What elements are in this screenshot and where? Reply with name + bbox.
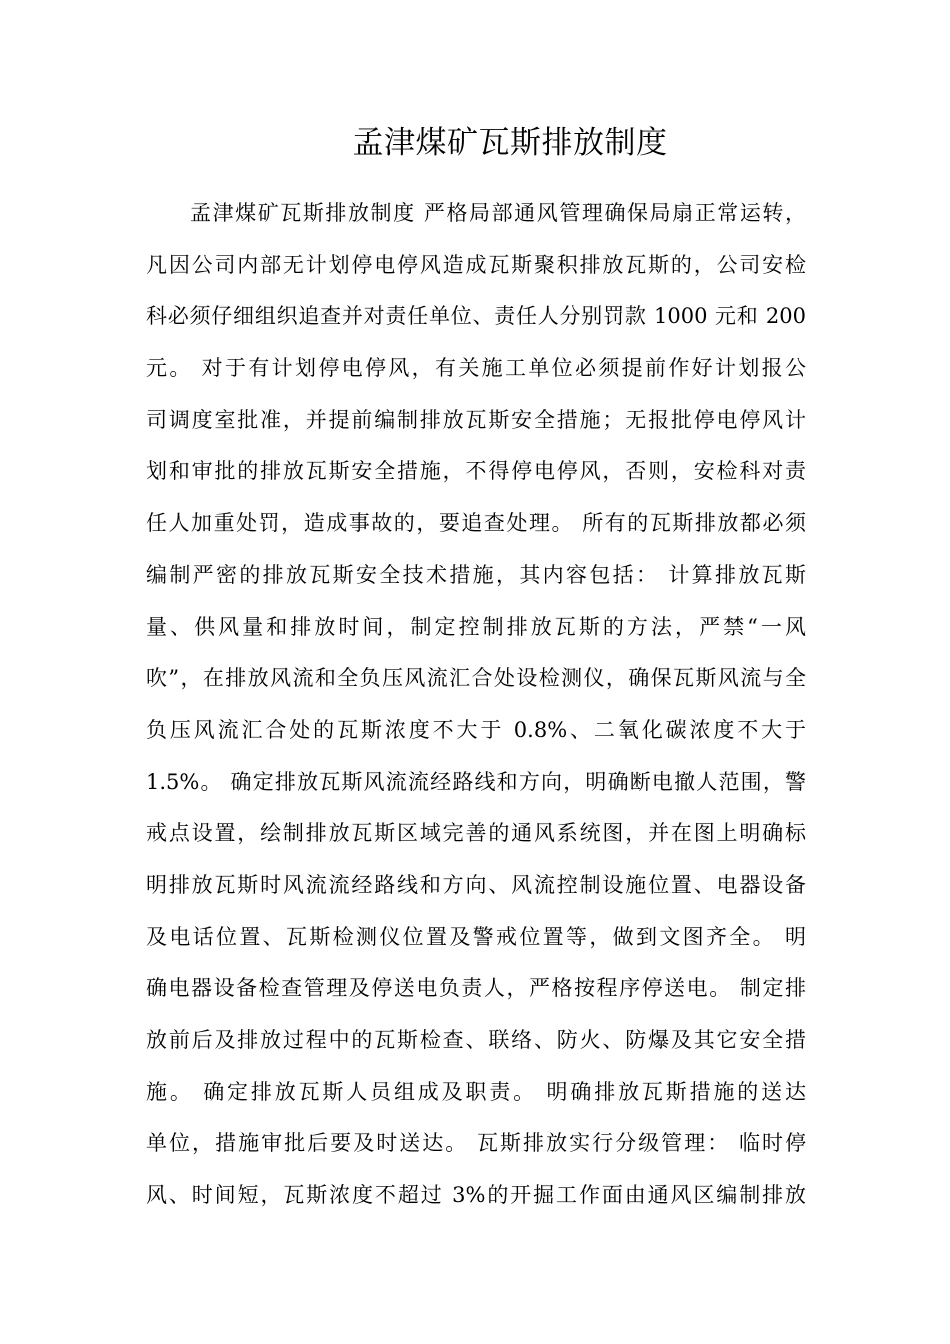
text-line: 风、时间短，瓦斯浓度不超过 3%的开掘工作面由通风区编制排放 [146,1183,806,1208]
text-line: 编制严密的排放瓦斯安全技术措施，其内容包括： 计算排放瓦斯 [146,562,806,587]
text-line: 司调度室批准，并提前编制排放瓦斯安全措施；无报批停电停风计 [146,407,806,432]
text-line: 吹”，在排放风流和全负压风流汇合处设检测仪，确保瓦斯风流与全 [146,666,806,691]
document-body [146,188,806,1222]
text-line: 明排放瓦斯时风流流经路线和方向、风流控制设施位置、电器设备 [146,872,806,897]
text-line: 任人加重处罚，造成事故的，要追查处理。 所有的瓦斯排放都必须 [146,511,806,536]
text-line: 及电话位置、瓦斯检测仪位置及警戒位置等，做到文图齐全。 明 [146,924,806,949]
text-line: 量、供风量和排放时间，制定控制排放瓦斯的方法，严禁“一风 [146,614,806,639]
text-line: 元。 对于有计划停电停风，有关施工单位必须提前作好计划报公 [146,356,806,381]
text-line: 负压风流汇合处的瓦斯浓度不大于 0.8%、二氧化碳浓度不大于 [146,717,806,742]
text-line: 1.5%。 确定排放瓦斯风流流经路线和方向，明确断电撤人范围，警 [146,769,806,794]
text-line: 戒点设置，绘制排放瓦斯区域完善的通风系统图，并在图上明确标 [146,821,806,846]
text-line: 科必须仔细组织追查并对责任单位、责任人分别罚款 1000 元和 200 [146,304,806,329]
text-line: 确电器设备检查管理及停送电负责人，严格按程序停送电。 制定排 [146,976,806,1001]
text-line: 孟津煤矿瓦斯排放制度 严格局部通风管理确保局扇正常运转， [190,201,806,225]
text-line: 单位，措施审批后要及时送达。 瓦斯排放实行分级管理： 临时停 [146,1131,806,1156]
text-line: 施。 确定排放瓦斯人员组成及职责。 明确排放瓦斯措施的送达 [146,1079,806,1104]
text-line: 划和审批的排放瓦斯安全措施，不得停电停风，否则，安检科对责 [146,459,806,484]
document-title: 孟津煤矿瓦斯排放制度 [352,125,668,161]
text-line: 凡因公司内部无计划停电停风造成瓦斯聚积排放瓦斯的，公司安检 [146,252,806,277]
text-line: 放前后及排放过程中的瓦斯检查、联络、防火、防爆及其它安全措 [146,1028,806,1052]
